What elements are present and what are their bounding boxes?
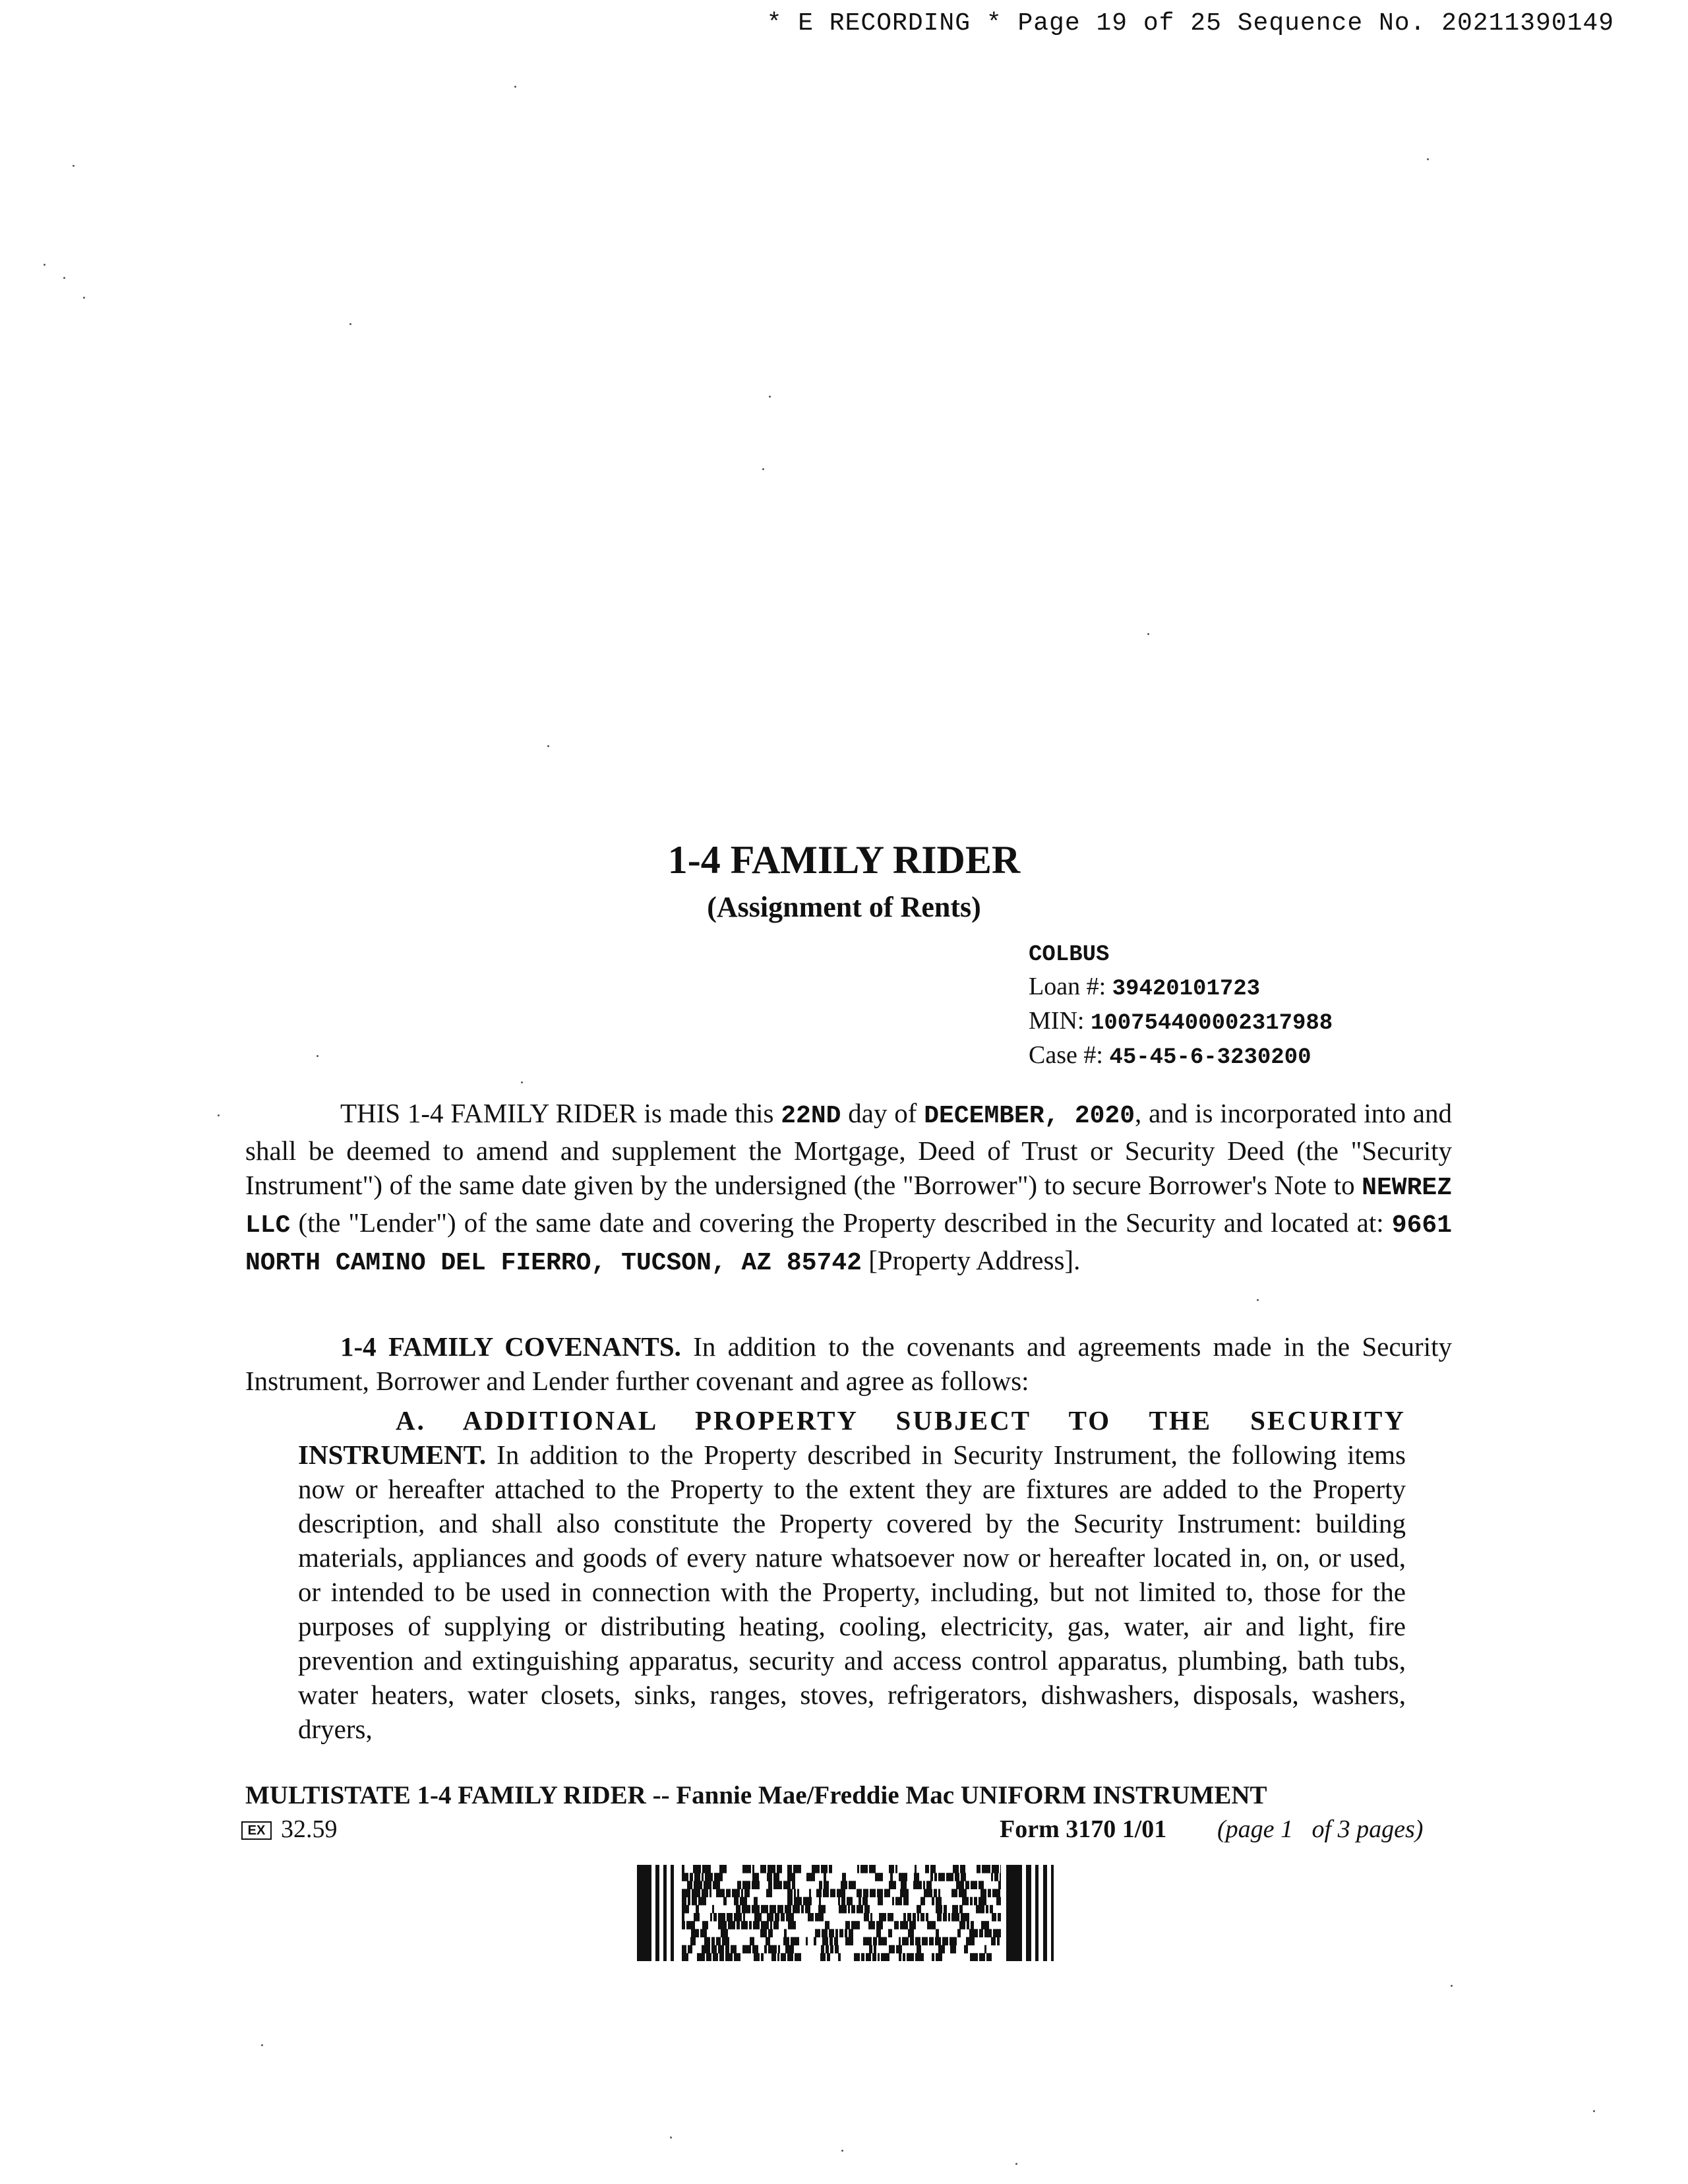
intro-text: day of — [841, 1098, 924, 1128]
covenants-heading: 1-4 FAMILY COVENANTS. — [340, 1331, 681, 1362]
form-ex-icon: EX — [241, 1821, 272, 1840]
scan-speck — [44, 264, 45, 266]
pdf417-barcode — [637, 1865, 1072, 1961]
scan-speck — [1015, 2163, 1017, 2165]
min-number: 100754400002317988 — [1090, 1011, 1333, 1036]
scan-speck — [1147, 633, 1149, 635]
scan-speck — [670, 2137, 672, 2138]
loan-number-label: Loan #: — [1029, 973, 1106, 1000]
document-title: 1-4 FAMILY RIDER — [667, 838, 1021, 882]
lender-name: NEWREZ LLC — [245, 1174, 1452, 1240]
section-a — [298, 1403, 1406, 1746]
scan-speck — [349, 323, 351, 325]
intro-paragraph — [245, 1096, 1452, 1281]
scan-speck — [73, 165, 75, 167]
rider-month-year: DECEMBER, 2020 — [924, 1102, 1135, 1130]
borrower-code: COLBUS — [1029, 942, 1110, 967]
intro-text: THIS 1-4 FAMILY RIDER is made this — [340, 1098, 781, 1128]
scan-speck — [218, 1114, 220, 1116]
form-version: 32.59 — [281, 1815, 338, 1843]
rider-day: 22ND — [781, 1102, 841, 1130]
intro-text: [Property Address]. — [861, 1245, 1081, 1275]
section-a-heading-tail: INSTRUMENT. — [298, 1440, 487, 1470]
scan-speck — [261, 2044, 263, 2046]
scan-speck — [1257, 1299, 1259, 1301]
footer-title: MULTISTATE 1-4 FAMILY RIDER -- Fannie Mae/Freddie Mac UNIFORM INSTRUMENT — [245, 1781, 1267, 1809]
intro-text: (the "Lender") of the same date and covering the Property described in the Security and located at: — [290, 1207, 1392, 1238]
scan-speck — [521, 1081, 523, 1083]
recording-stamp: * E RECORDING * Page 19 of 25 Sequence No. 20211390149 — [766, 9, 1614, 38]
scan-speck — [1593, 2110, 1595, 2112]
min-label: MIN: — [1029, 1007, 1085, 1035]
scan-speck — [316, 1055, 318, 1057]
covenants-paragraph — [245, 1329, 1452, 1398]
case-number-label: Case #: — [1029, 1041, 1103, 1069]
section-a-text: In addition to the Property described in Security Instrument, the following items now or hereafter attached to the Property to the extent they are fixtures are added to the Property description, and shall also constitute the Property covered by the Security Instrument: building materials, appliances and goods of every nature whatsoever now or hereafter located in, on, or used, or intended to be used in connection with the Property, including, but not limited to, those for the purposes of supplying or distributing heating, cooling, electricity, gas, water, air and light, fire prevention and extinguishing apparatus, security and access control apparatus, plumbing, bath tubs, water heaters, water closets, sinks, ranges, stoves, refrigerators, dishwashers, disposals, washers, dryers, — [298, 1440, 1406, 1744]
scan-speck — [514, 86, 516, 88]
scan-speck — [769, 396, 771, 398]
page-info: (page 1 of 3 pages) — [1217, 1815, 1424, 1843]
scan-speck — [83, 297, 85, 299]
scan-speck — [63, 277, 65, 279]
form-number: Form 3170 1/01 — [1000, 1815, 1167, 1843]
loan-number: 39420101723 — [1112, 977, 1261, 1002]
document-subtitle: (Assignment of Rents) — [707, 891, 981, 923]
footer-row — [241, 1815, 1455, 1848]
property-address: 9661 NORTH CAMINO DEL FIERRO, TUCSON, AZ 85742 — [245, 1211, 1452, 1277]
loan-info-block — [1029, 936, 1333, 1074]
covenants-text: In addition to the covenants and agreements made in the Security Instrument, Borrower and Lender further covenant and agree as follows: — [245, 1331, 1452, 1396]
section-a-heading: A. ADDITIONAL PROPERTY SUBJECT TO THE SECURITY — [396, 1405, 1406, 1436]
scan-speck — [762, 468, 764, 470]
scan-speck — [1427, 158, 1429, 160]
scan-speck — [547, 745, 549, 747]
case-number: 45-45-6-3230200 — [1109, 1045, 1311, 1070]
scan-speck — [1451, 1985, 1453, 1987]
intro-text: , and is incorporated into and shall be deemed to amend and supplement the Mortgage, Deed of Trust or Security Deed (the "Security Instrument") of the same date given by the undersigned (the "Borrower") to secure Borrower's Note to — [245, 1098, 1453, 1200]
scan-speck — [841, 2150, 843, 2152]
